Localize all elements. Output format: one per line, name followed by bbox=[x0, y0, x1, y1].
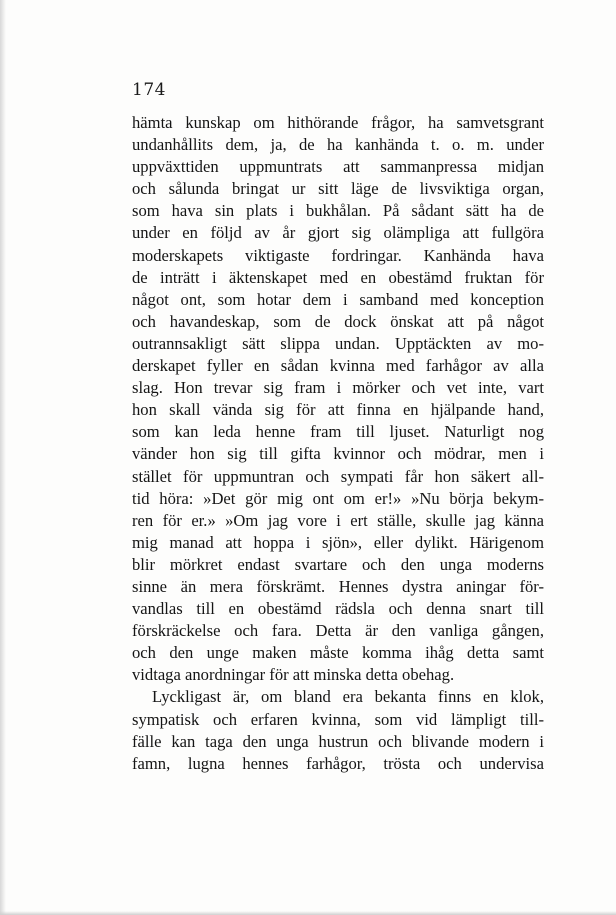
text-line: blir mörkret endast svartare och den unga moderns bbox=[132, 554, 544, 574]
text-line: sinne än mera förskrämt. Hennes dystra aningar för- bbox=[132, 576, 544, 596]
paragraph-2 bbox=[132, 686, 544, 774]
text-line: fälle kan taga den unga hustrun och blivande modern i bbox=[132, 731, 544, 751]
text-line: under en följd av år gjort sig olämpliga att fullgöra bbox=[132, 223, 544, 243]
text-line: Lyckligast är, om bland era bekanta finns en klok, bbox=[152, 687, 544, 707]
text-line: slag. Hon trevar sig fram i mörker och vet inte, vart bbox=[132, 378, 544, 398]
text-line: tid höra: »Det gör mig ont om er!» »Nu börja bekym- bbox=[132, 488, 544, 508]
page-number: 174 bbox=[132, 80, 166, 100]
scan-edge-left bbox=[0, 0, 6, 915]
text-line: sympatisk och erfaren kvinna, som vid lämpligt till- bbox=[132, 709, 544, 729]
text-line: moderskapets viktigaste fordringar. Kanhända hava bbox=[132, 245, 544, 265]
text-line: derskapet fyller en sådan kvinna med farhågor av alla bbox=[132, 356, 544, 376]
paragraph-1 bbox=[132, 112, 544, 686]
text-line: famn, lugna hennes farhågor, trösta och undervisa bbox=[132, 753, 544, 773]
text-line: mig manad att hoppa i sjön», eller dylikt. Härigenom bbox=[132, 532, 544, 552]
text-line: undanhållits dem, ja, de ha kanhända t. o. m. under bbox=[132, 135, 544, 155]
text-line: som kan leda henne fram till ljuset. Naturligt nog bbox=[132, 422, 544, 442]
scan-edge-bottom bbox=[0, 911, 616, 915]
text-line: och sålunda bringat ur sitt läge de livsviktiga organ, bbox=[132, 179, 544, 199]
text-line: förskräckelse och fara. Detta är den vanliga gången, bbox=[132, 621, 544, 641]
text-line: ren för er.» »Om jag vore i ert ställe, skulle jag känna bbox=[132, 510, 544, 530]
text-line: vandlas till en obestämd rädsla och denna snart till bbox=[132, 599, 544, 619]
text-line: de inträtt i äktenskapet med en obestämd fruktan för bbox=[132, 267, 544, 287]
text-line: stället för uppmuntran och sympati får hon säkert all- bbox=[132, 466, 544, 486]
text-line: något ont, som hotar dem i samband med konception bbox=[132, 289, 544, 309]
text-line: hämta kunskap om hithörande frågor, ha samvetsgrant bbox=[132, 113, 544, 132]
text-line: hon skall vända sig för att finna en hjälpande hand, bbox=[132, 400, 544, 420]
body-text bbox=[132, 112, 544, 775]
text-line: som hava sin plats i bukhålan. På sådant sätt ha de bbox=[132, 201, 544, 221]
text-line: och den unge maken måste komma ihåg detta samt bbox=[132, 643, 544, 663]
text-line: vänder hon sig till gifta kvinnor och mödrar, men i bbox=[132, 444, 544, 464]
text-line: och havandeskap, som de dock önskat att på något bbox=[132, 311, 544, 331]
text-line: uppväxttiden uppmuntrats att sammanpressa midjan bbox=[132, 157, 544, 177]
text-line: outrannsakligt sätt slippa undan. Upptäckten av mo- bbox=[132, 333, 544, 353]
text-line: vidtaga anordningar för att minska detta obehag. bbox=[132, 665, 455, 685]
